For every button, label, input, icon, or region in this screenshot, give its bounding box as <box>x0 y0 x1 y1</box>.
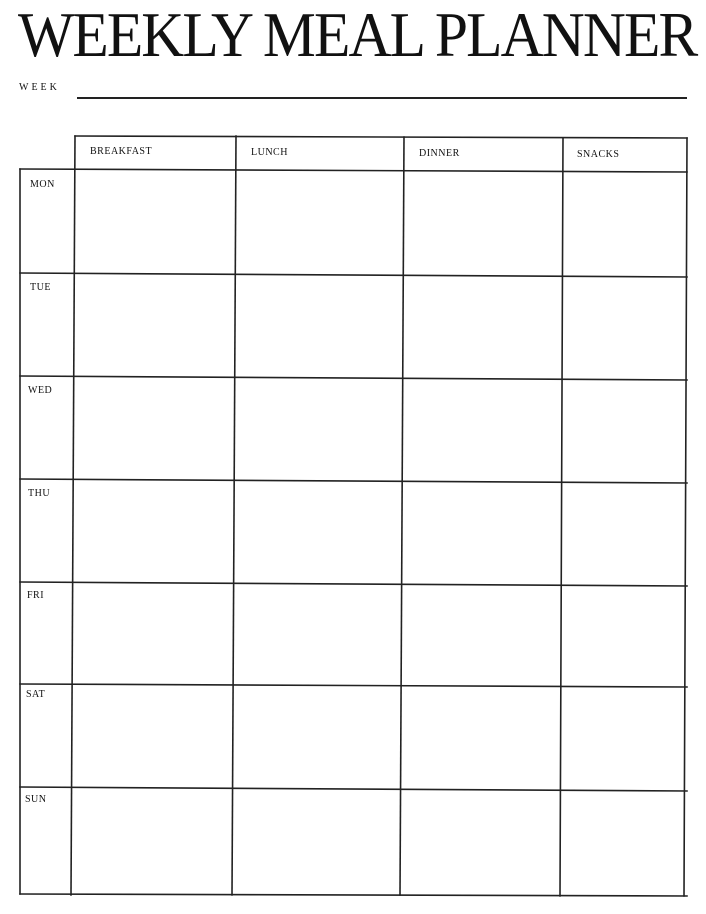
row-label-tue: TUE <box>30 282 51 293</box>
week-write-line[interactable] <box>77 97 687 99</box>
row-label-thu: THU <box>28 488 51 499</box>
grid-row-line <box>20 684 687 687</box>
grid-row-line <box>20 582 687 586</box>
grid-column-line <box>232 136 236 895</box>
grid-row-line <box>20 169 687 172</box>
grid-row-line <box>20 787 687 791</box>
row-label-sun: SUN <box>25 794 47 805</box>
week-field <box>19 80 687 102</box>
row-label-wed: WED <box>28 385 53 396</box>
grid-row-line <box>20 894 687 896</box>
grid-row-line <box>20 376 687 380</box>
row-label-fri: FRI <box>27 590 45 601</box>
grid-row-line <box>20 479 687 483</box>
grid-column-right-line <box>684 138 687 896</box>
planner-grid-lines <box>20 136 687 896</box>
grid-column-line <box>400 137 404 895</box>
column-header-snacks: SNACKS <box>577 149 620 160</box>
week-label: WEEK <box>19 82 60 93</box>
meal-planner-table <box>20 136 687 896</box>
row-label-mon: MON <box>30 179 55 190</box>
grid-header-top-line <box>75 136 687 138</box>
grid-row-line <box>20 273 687 277</box>
column-header-breakfast: BREAKFAST <box>90 146 153 157</box>
page-title: WEEKLY MEAL PLANNER <box>18 0 697 70</box>
column-header-dinner: DINNER <box>419 148 460 159</box>
row-label-sat: SAT <box>26 689 46 700</box>
grid-column-line <box>560 138 563 896</box>
grid-column-line <box>71 136 75 895</box>
column-header-lunch: LUNCH <box>251 147 288 158</box>
